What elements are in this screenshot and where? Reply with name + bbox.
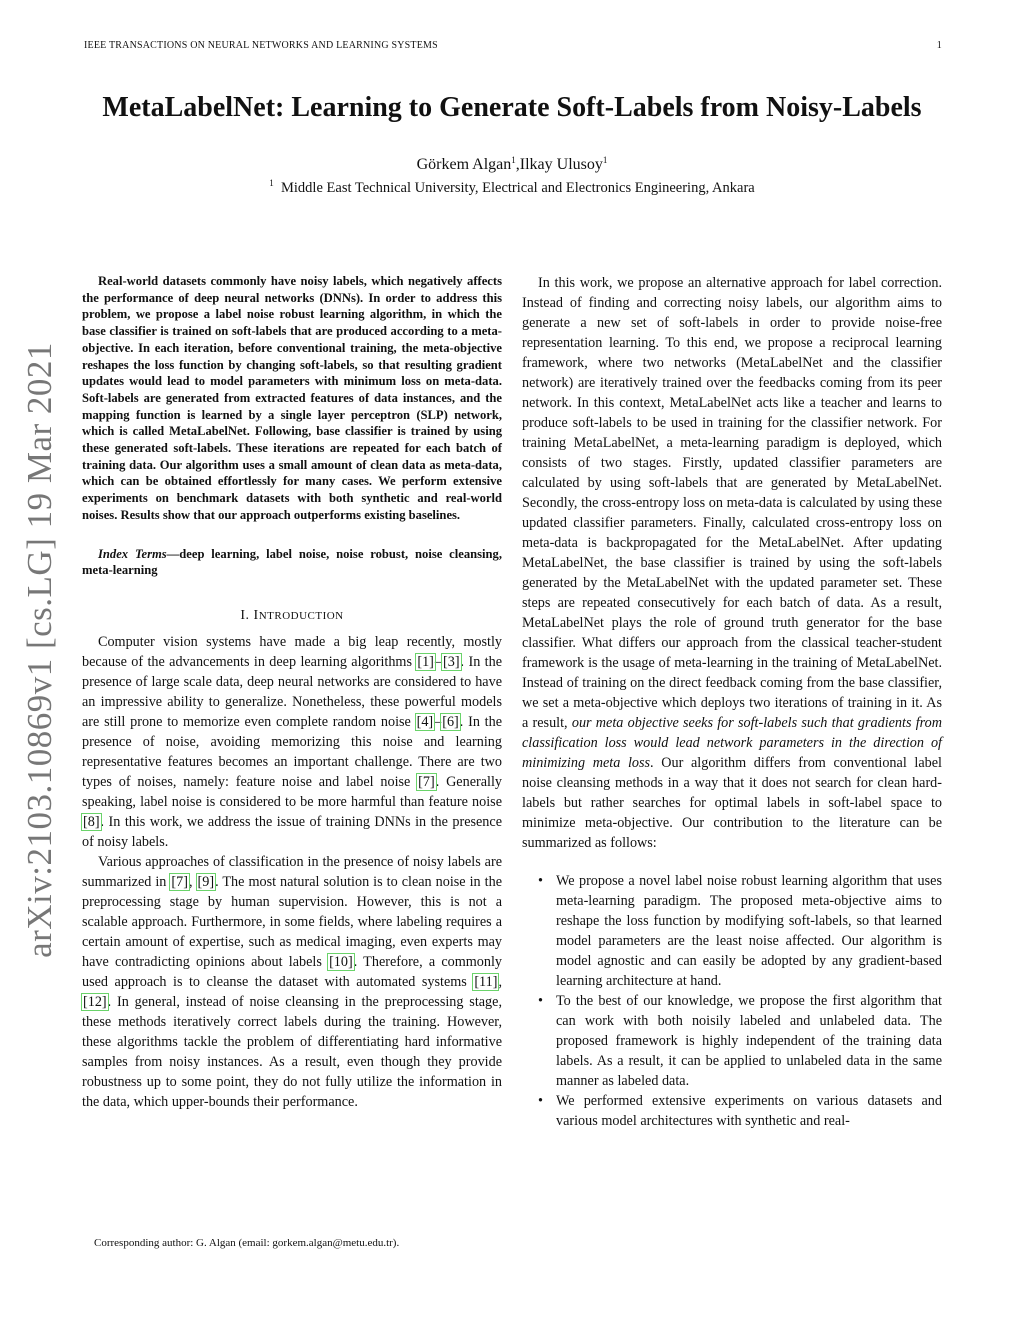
section-heading-introduction: I. INTRODUCTION [240, 607, 344, 623]
citation-link[interactable]: [12] [83, 993, 107, 1010]
citation-link[interactable]: [7] [171, 873, 188, 890]
citation-link[interactable]: [7] [418, 773, 435, 790]
affiliation [0, 178, 1024, 197]
citation-link[interactable]: [9] [197, 873, 215, 890]
author-affil-mark: 1 [602, 155, 608, 165]
citation-link[interactable]: [10] [329, 953, 353, 970]
list-item: • We propose a novel label noise robust learning algorithm that uses meta-learning paradigm. The proposed meta-objective aims to reshape the loss function by modifying soft-labels, so that learned model parameters are the least noise affected. Our algorithm is model agnostic and can easily be adopted by any gradient-based learning architecture at hand. [538, 873, 942, 989]
list-item: • We performed extensive experiments on various datasets and various model architectures with synthetic and real- [538, 1093, 942, 1129]
author-name: Ilkay Ulusoy [519, 156, 603, 173]
index-terms [82, 546, 502, 579]
citation-link[interactable]: [8] [83, 813, 100, 830]
page-number: 1 [936, 40, 942, 51]
journal-name: IEEE TRANSACTIONS ON NEURAL NETWORKS AND LEARNING SYSTEMS [84, 40, 438, 51]
abstract: Real-world datasets commonly have noisy labels, which negatively affects the performance of deep neural networks (DNNs). In order to address this problem, we propose a label noise robust learning algorithm, in which the base classifier is trained on soft-labels that are produced according to a meta-objective. In each iteration, before conventional training, the meta-objective reshapes the loss function by changing soft-labels, so that resulting gradient updates would lead to model parameters with minimum loss on meta-data. Soft-labels are generated from extracted features of data instances, and the mapping function is learned by a single layer perceptron (SLP) network, which is called MetaLabelNet. Following, base classifier is trained by using these generated soft-labels. These iterations are repeated for each batch of training data. Our algorithm uses a small amount of clean data as meta-data, which can be obtained effortlessly for many cases. We perform extensive experiments on benchmark datasets with both synthetic and real-world noises. Results show that our approach outperforms existing baselines. [82, 274, 502, 522]
corresponding-author-footnote: Corresponding author: G. Algan (email: gorkem.algan@metu.edu.tr). [94, 1237, 400, 1249]
author-list [0, 155, 1024, 174]
intro-paragraph-2: Various approaches of classification in the presence of noisy labels are summarized in [7], [9]. The most natural solution is to clean noise in the preprocessing stage by human supervision. However, this is not a scalable approach. Furthermore, in some fields, where labeling requires a certain amount of expertise, such as medical imaging, even experts may have contradicting opinions about labels [10]. Therefore, a commonly used approach is to cleanse the dataset with automated systems [11], [12]. In general, instead of noise cleansing in the preprocessing stage, these methods iteratively correct labels during the training. However, these algorithms tackle the problem of differentiating hard informative samples from noisy instances. As a result, even though they provide robustness up to some point, they do not fully utilize the information in the data, which upper-bounds their performance. [82, 853, 502, 1110]
paper-title: MetaLabelNet: Learning to Generate Soft-Labels from Noisy-Labels [102, 92, 922, 123]
citation-link[interactable]: [1] [417, 653, 434, 670]
citation-link[interactable]: [11] [474, 973, 498, 990]
bullet-icon: • [538, 873, 543, 889]
author-separator: , [515, 156, 520, 173]
bullet-icon: • [538, 993, 543, 1009]
author-affil-mark: 1 [511, 155, 516, 165]
author-name: Görkem Algan [416, 156, 512, 173]
right-column [522, 273, 942, 1131]
intro-paragraph-1: Computer vision systems have made a big leap recently, mostly because of the advancements in deep learning algorithms [1]–[3]. In the presence of large scale data, deep neural networks are considered to have an impressive ability to generalize. Nonetheless, these powerful models are still prone to memorize even complete random noise [4]–[6]. In the presence of noise, avoiding memorizing this noise and learning representative features becomes an important challenge. There are two types of noises, namely: feature noise and label noise [7]. Generally speaking, label noise is considered to be more harmful than feature noise [8]. In this work, we address the issue of training DNNs in the presence of noisy labels. [82, 633, 503, 850]
emphasized-text: our meta objective seeks for soft-labels such that gradients from classification loss would lead network parameters in the direction of minimizing meta loss [522, 715, 942, 771]
index-terms-label: Index Terms [98, 546, 167, 561]
affiliation-text: Middle East Technical University, Electrical and Electronics Engineering, Ankara [281, 180, 755, 196]
list-item: • To the best of our knowledge, we propose the first algorithm that can work with both noisily labeled and unlabeled data. The proposed framework is highly independent of the training data labels. As a result, it can be applied to unlabeled data in the same manner as labeled data. [538, 993, 942, 1089]
affiliation-mark: 1 [269, 178, 274, 188]
bullet-icon: • [538, 1093, 543, 1109]
arxiv-stamp-text: arXiv:2103.10869v1 [cs.LG] 19 Mar 2021 [20, 342, 59, 958]
contribution-list [522, 871, 942, 1131]
citation-link[interactable]: [3] [443, 653, 460, 670]
left-column [82, 273, 502, 1112]
citation-link[interactable]: [6] [442, 713, 459, 730]
right-paragraph-1: In this work, we propose an alternative approach for label correction. Instead of finding and correcting noisy labels, our algorithm aims to generate a new set of soft-labels in order to provide noise-free representation learning. To this end, we propose a reciprocal learning framework, where two networks (MetaLabelNet and the classifier network) are iteratively trained over the feedbacks coming from its peer network. In this context, MetaLabelNet acts like a teacher and learns to produce soft-labels to be used in training for the classifier network. For training MetaLabelNet, a meta-learning paradigm is deployed, which consists of two stages. Firstly, updated classifier parameters are calculated by using soft-labels that are generated by MetaLabelNet. Secondly, the cross-entropy loss on meta-data is calculated by using these updated classifier parameters. Finally, calculated cross-entropy loss on meta-data is backpropagated for the MetaLabelNet. After updating MetaLabelNet, the base classifier is trained by using the soft-labels generated by the MetaLabelNet with the updated parameter set. These steps are repeated consecutively for each batch of data. As a result, MetaLabelNet plays the role of ground truth generator for the base classifier. What differs our approach from the classical teacher-student framework is the usage of meta-learning in the training of MetaLabelNet. Instead of training on the direct feedback coming from the base classifier, we set a meta-objective which deploys two iterations of training in it. As a result, our meta objective seeks for soft-labels such that gradients from classification loss would lead network parameters in the direction of minimizing meta loss. Our algorithm differs from conventional label noise cleansing methods in a way that it does not search for clean hard-labels but rather searches for optimal labels in soft-label space to minimize meta-objective. Our contribution to the literature can be summarized as follows: [522, 275, 942, 851]
arxiv-stamp [20, 342, 60, 958]
citation-link[interactable]: [4] [416, 713, 434, 730]
index-terms-text: —deep learning, label noise, noise robust, noise cleansing, meta-learning [82, 546, 502, 578]
